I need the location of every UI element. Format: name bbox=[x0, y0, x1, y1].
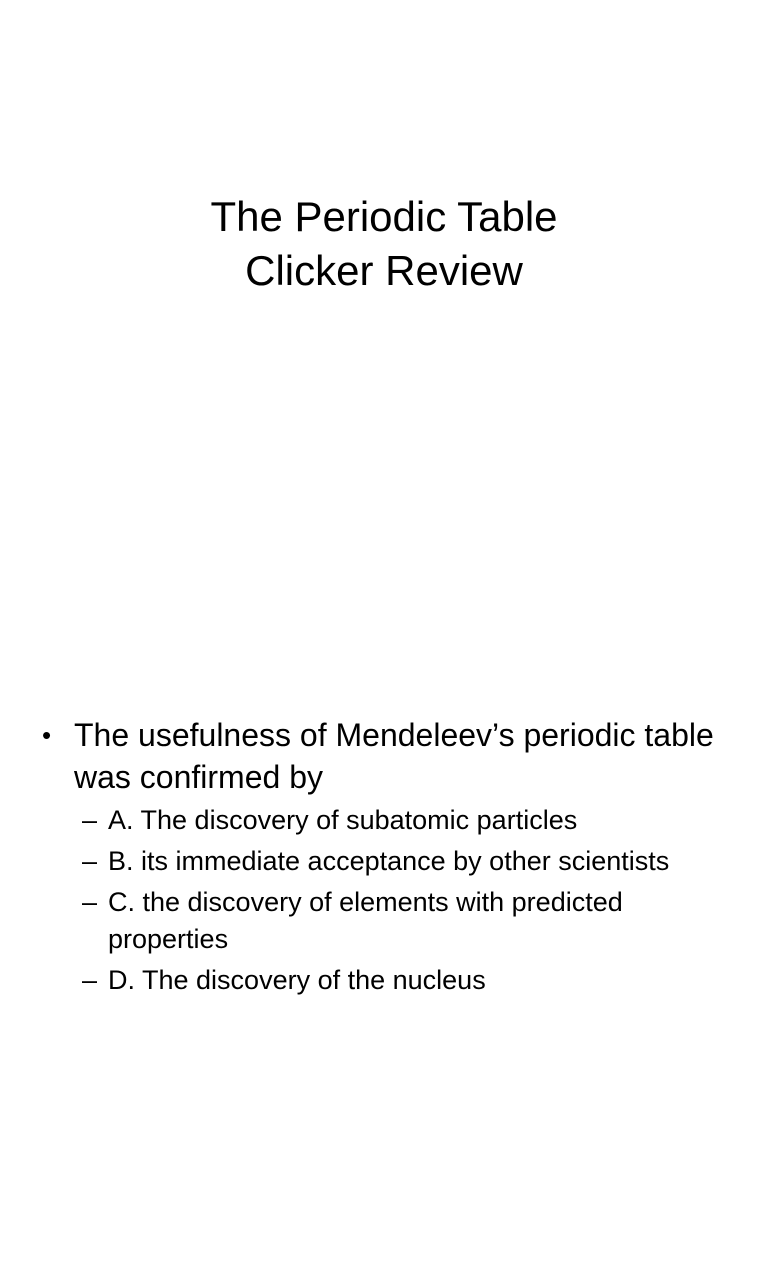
title-slide bbox=[0, 0, 768, 576]
slide-title bbox=[0, 190, 768, 298]
title-line-2: Clicker Review bbox=[245, 247, 523, 294]
dash-icon: – bbox=[82, 887, 98, 917]
option-b bbox=[82, 843, 728, 880]
bullet-list bbox=[0, 714, 768, 1003]
question-bullet bbox=[0, 714, 768, 999]
option-c bbox=[82, 884, 728, 958]
dash-icon: – bbox=[82, 805, 98, 835]
option-d-text: D. The discovery of the nucleus bbox=[108, 965, 486, 995]
option-a bbox=[82, 802, 728, 839]
title-line-1: The Periodic Table bbox=[210, 193, 558, 240]
option-c-text: C. the discovery of elements with predicted properties bbox=[108, 887, 623, 954]
dash-icon: – bbox=[82, 846, 98, 876]
option-b-text: B. its immediate acceptance by other scientists bbox=[108, 846, 670, 876]
question-text: The usefulness of Mendeleev’s periodic table was confirmed by bbox=[74, 717, 714, 795]
option-d bbox=[82, 962, 728, 999]
option-a-text: A. The discovery of subatomic particles bbox=[108, 805, 578, 835]
answer-options bbox=[74, 802, 728, 999]
question-slide bbox=[0, 690, 768, 1266]
dash-icon: – bbox=[82, 965, 98, 995]
bullet-icon: • bbox=[42, 720, 52, 750]
